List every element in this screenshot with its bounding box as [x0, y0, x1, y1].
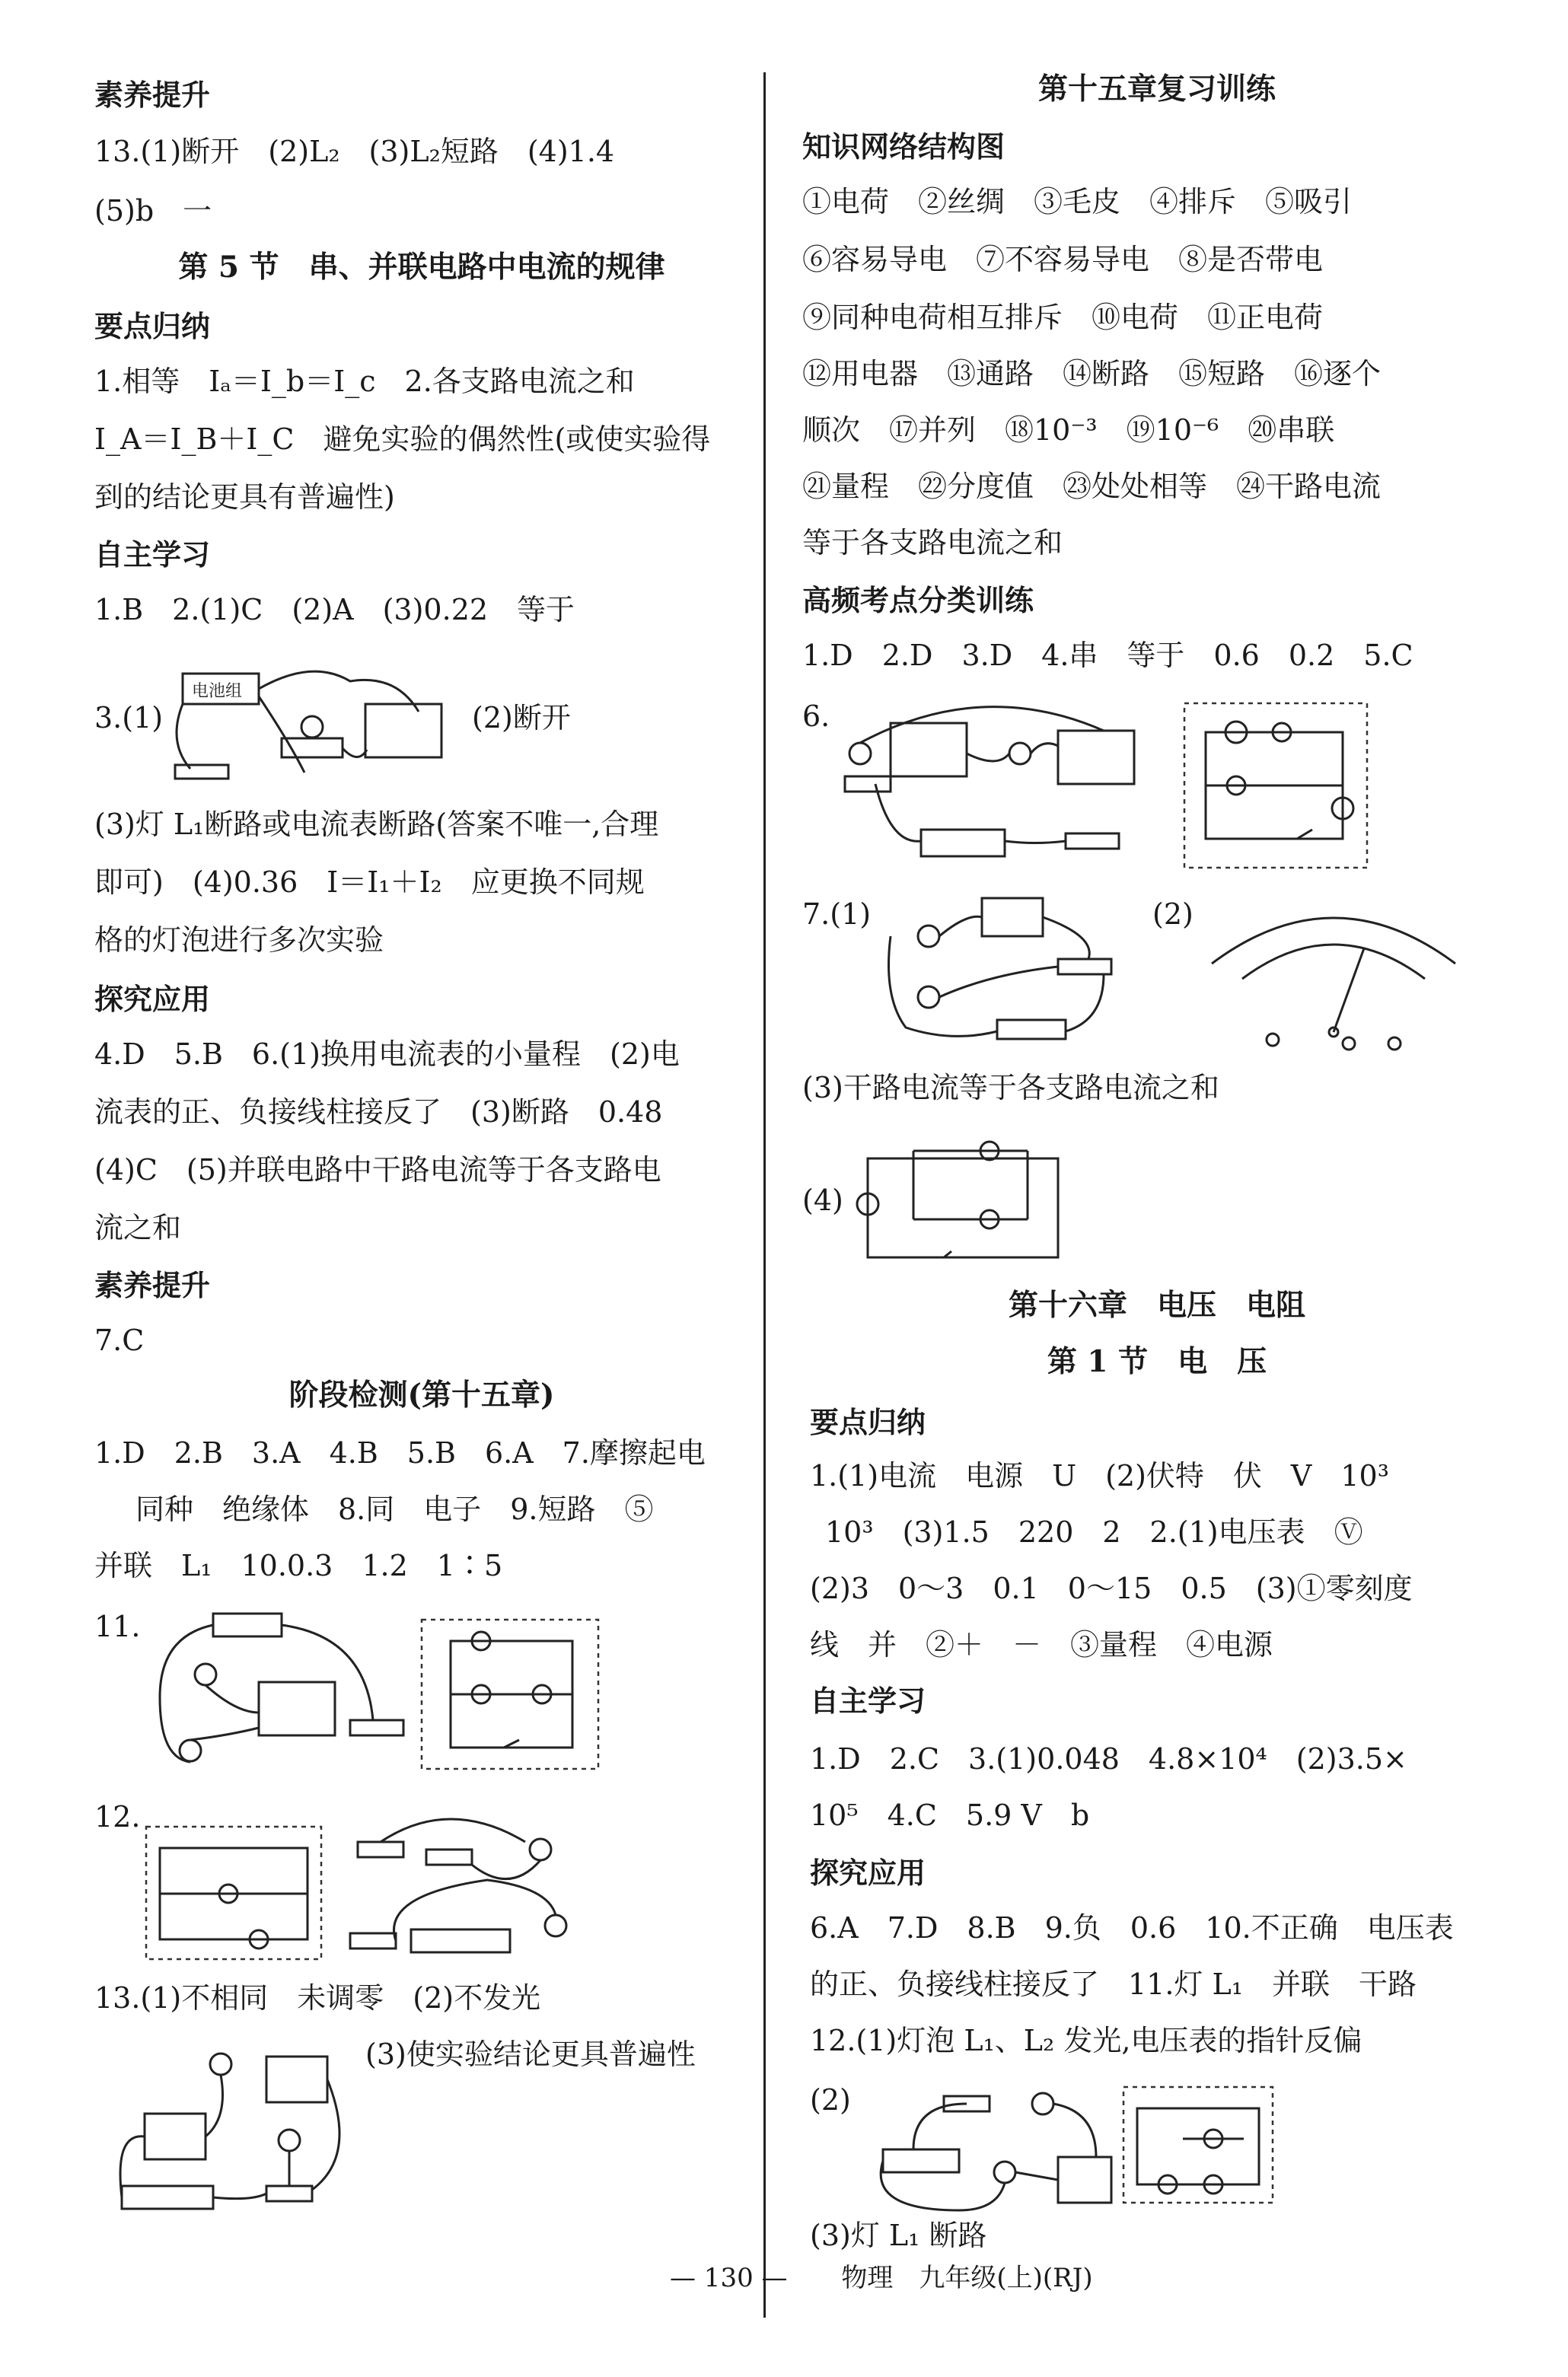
answer-line: 即可) (4)0.36 I＝I₁＋I₂ 应更换不同规 — [94, 865, 645, 899]
answer-line: 12.(1)灯泡 L₁、L₂ 发光,电压表的指针反偏 — [810, 2024, 1362, 2057]
answer-line: 1.D 2.D 3.D 4.串 等于 0.6 0.2 5.C — [802, 639, 1413, 672]
answer-line: 13.(1)不相同 未调零 (2)不发光 — [94, 1981, 541, 2015]
answer-line: (3)干路电流等于各支路电流之和 — [802, 1071, 1219, 1104]
answer-line: 1.B 2.(1)C (2)A (3)0.22 等于 — [94, 593, 575, 626]
answer-line: (5)b 一 — [94, 194, 212, 228]
answer-line: 的正、负接线柱接反了 11.灯 L₁ 并联 干路 — [810, 1968, 1417, 2001]
circuit-diagram-12 — [145, 1825, 323, 1961]
answer-label: (4) — [802, 1184, 843, 1217]
answer-line: 1.D 2.B 3.A 4.B 5.B 6.A 7.摩擦起电 — [94, 1436, 706, 1470]
page-footer — [670, 2257, 1093, 2294]
answer-line: (3)灯 L₁ 断路 — [810, 2219, 987, 2252]
answer-line: 线 并 ②＋ － ③量程 ④电源 — [810, 1628, 1273, 1662]
circuit-figure-12 — [335, 1796, 624, 1964]
subject-label: 物理 九年级(上)(RJ) — [841, 2263, 1093, 2293]
ammeter-dial-figure — [1197, 880, 1471, 1055]
stage-test-title: 阶段检测(第十五章) — [288, 1378, 555, 1413]
answer-line: ⑨同种电荷相互排斥 ⑩电荷 ⑪正电荷 — [802, 301, 1324, 334]
section-1-title: 第 1 节 电 压 — [1047, 1344, 1267, 1379]
answer-label: 12. — [94, 1800, 141, 1834]
heading-suyang-2: 素养提升 — [94, 1269, 211, 1302]
answer-line: 1.D 2.C 3.(1)0.048 4.8×10⁴ (2)3.5× — [810, 1742, 1407, 1776]
answer-label: 7.(1) — [802, 897, 872, 931]
answer-line: 10³ (3)1.5 220 2 2.(1)电压表 Ⓥ — [825, 1515, 1363, 1549]
column-divider — [763, 72, 766, 2318]
answer-label: (2) — [1152, 897, 1194, 931]
heading-yaodian-2: 要点归纳 — [810, 1406, 926, 1439]
answer-line: 6.A 7.D 8.B 9.负 0.6 10.不正确 电压表 — [810, 1911, 1454, 1945]
circuit-figure-13 — [114, 2041, 365, 2216]
chapter-16-title: 第十六章 电压 电阻 — [1008, 1288, 1305, 1323]
answer-line: I_A＝I_B＋I_C 避免实验的偶然性(或使实验得 — [94, 422, 711, 456]
answer-line: 格的灯泡进行多次实验 — [94, 923, 384, 957]
answer-line: 同种 绝缘体 8.同 电子 9.短路 ⑤ — [135, 1493, 654, 1526]
answer-line: ⑫用电器 ⑬通路 ⑭断路 ⑮短路 ⑯逐个 — [802, 357, 1382, 390]
circuit-figure-6 — [830, 693, 1165, 875]
circuit-diagram-6 — [1183, 702, 1369, 869]
heading-zizhu-2: 自主学习 — [810, 1684, 926, 1718]
answer-line: (3)灯 L₁断路或电流表断路(答案不唯一,合理 — [94, 808, 659, 841]
battery-label: 电池组 — [192, 682, 243, 701]
answer-line: 顺次 ⑰并列 ⑱10⁻³ ⑲10⁻⁶ ⑳串联 — [802, 413, 1335, 447]
answer-line: 10⁵ 4.C 5.9 V b — [810, 1799, 1090, 1832]
chapter-15-review-title: 第十五章复习训练 — [1037, 72, 1276, 107]
answer-line: 1.相等 Iₐ＝I_b＝I_c 2.各支路电流之和 — [94, 365, 635, 398]
heading-yaodian: 要点归纳 — [94, 310, 211, 343]
heading-tanjiu: 探究应用 — [94, 983, 211, 1016]
heading-tanjiu-2: 探究应用 — [810, 1856, 926, 1890]
answer-line: (4)C (5)并联电路中干路电流等于各支路电 — [94, 1153, 661, 1187]
answer-line: 并联 L₁ 10.0.3 1.2 1∶5 — [94, 1549, 503, 1582]
circuit-diagram-12-2 — [1122, 2085, 1274, 2204]
circuit-figure-12-2 — [868, 2081, 1127, 2218]
answer-line: 13.(1)断开 (2)L₂ (3)L₂短路 (4)1.4 — [94, 135, 615, 168]
answer-line: ⑥容易导电 ⑦不容易导电 ⑧是否带电 — [802, 243, 1324, 276]
answer-line: 等于各支路电流之和 — [802, 526, 1063, 559]
answer-line: ㉑量程 ㉒分度值 ㉓处处相等 ㉔干路电流 — [802, 470, 1382, 503]
page-number: — 130 — — [670, 2263, 788, 2293]
circuit-diagram-7-4 — [853, 1120, 1073, 1265]
answer-line: 到的结论更具有普遍性) — [94, 480, 395, 514]
answer-line: (2)3 0～3 0.1 0～15 0.5 (3)①零刻度 — [810, 1572, 1413, 1605]
answer-line: 流之和 — [94, 1211, 182, 1244]
circuit-diagram-11 — [420, 1618, 600, 1770]
answer-line: 流表的正、负接线柱接反了 (3)断路 0.48 — [94, 1095, 663, 1129]
answer-line: 4.D 5.B 6.(1)换用电流表的小量程 (2)电 — [94, 1037, 680, 1071]
answer-line: 1.(1)电流 电源 U (2)伏特 伏 V 10³ — [810, 1459, 1389, 1493]
heading-zhishi: 知识网络结构图 — [802, 130, 1005, 164]
section-5-title: 第 5 节 串、并联电路中电流的规律 — [178, 250, 665, 285]
answer-label: 3.(1) — [94, 701, 164, 734]
circuit-figure-11 — [145, 1606, 419, 1781]
heading-suyang-1: 素养提升 — [94, 78, 211, 112]
answer-line: ①电荷 ②丝绸 ③毛皮 ④排斥 ⑤吸引 — [802, 185, 1353, 218]
answer-label: (2) — [810, 2083, 851, 2117]
answer-label: 6. — [802, 699, 830, 733]
answer-line: (2)断开 — [472, 701, 571, 734]
answer-line: (3)使实验结论更具普遍性 — [365, 2038, 696, 2071]
answer-label: 11. — [94, 1610, 141, 1643]
answer-line: 7.C — [94, 1324, 145, 1357]
circuit-figure-7 — [875, 891, 1127, 1050]
circuit-figure-3 — [167, 651, 449, 788]
heading-gaopin: 高频考点分类训练 — [802, 584, 1034, 617]
heading-zizhu: 自主学习 — [94, 538, 211, 572]
